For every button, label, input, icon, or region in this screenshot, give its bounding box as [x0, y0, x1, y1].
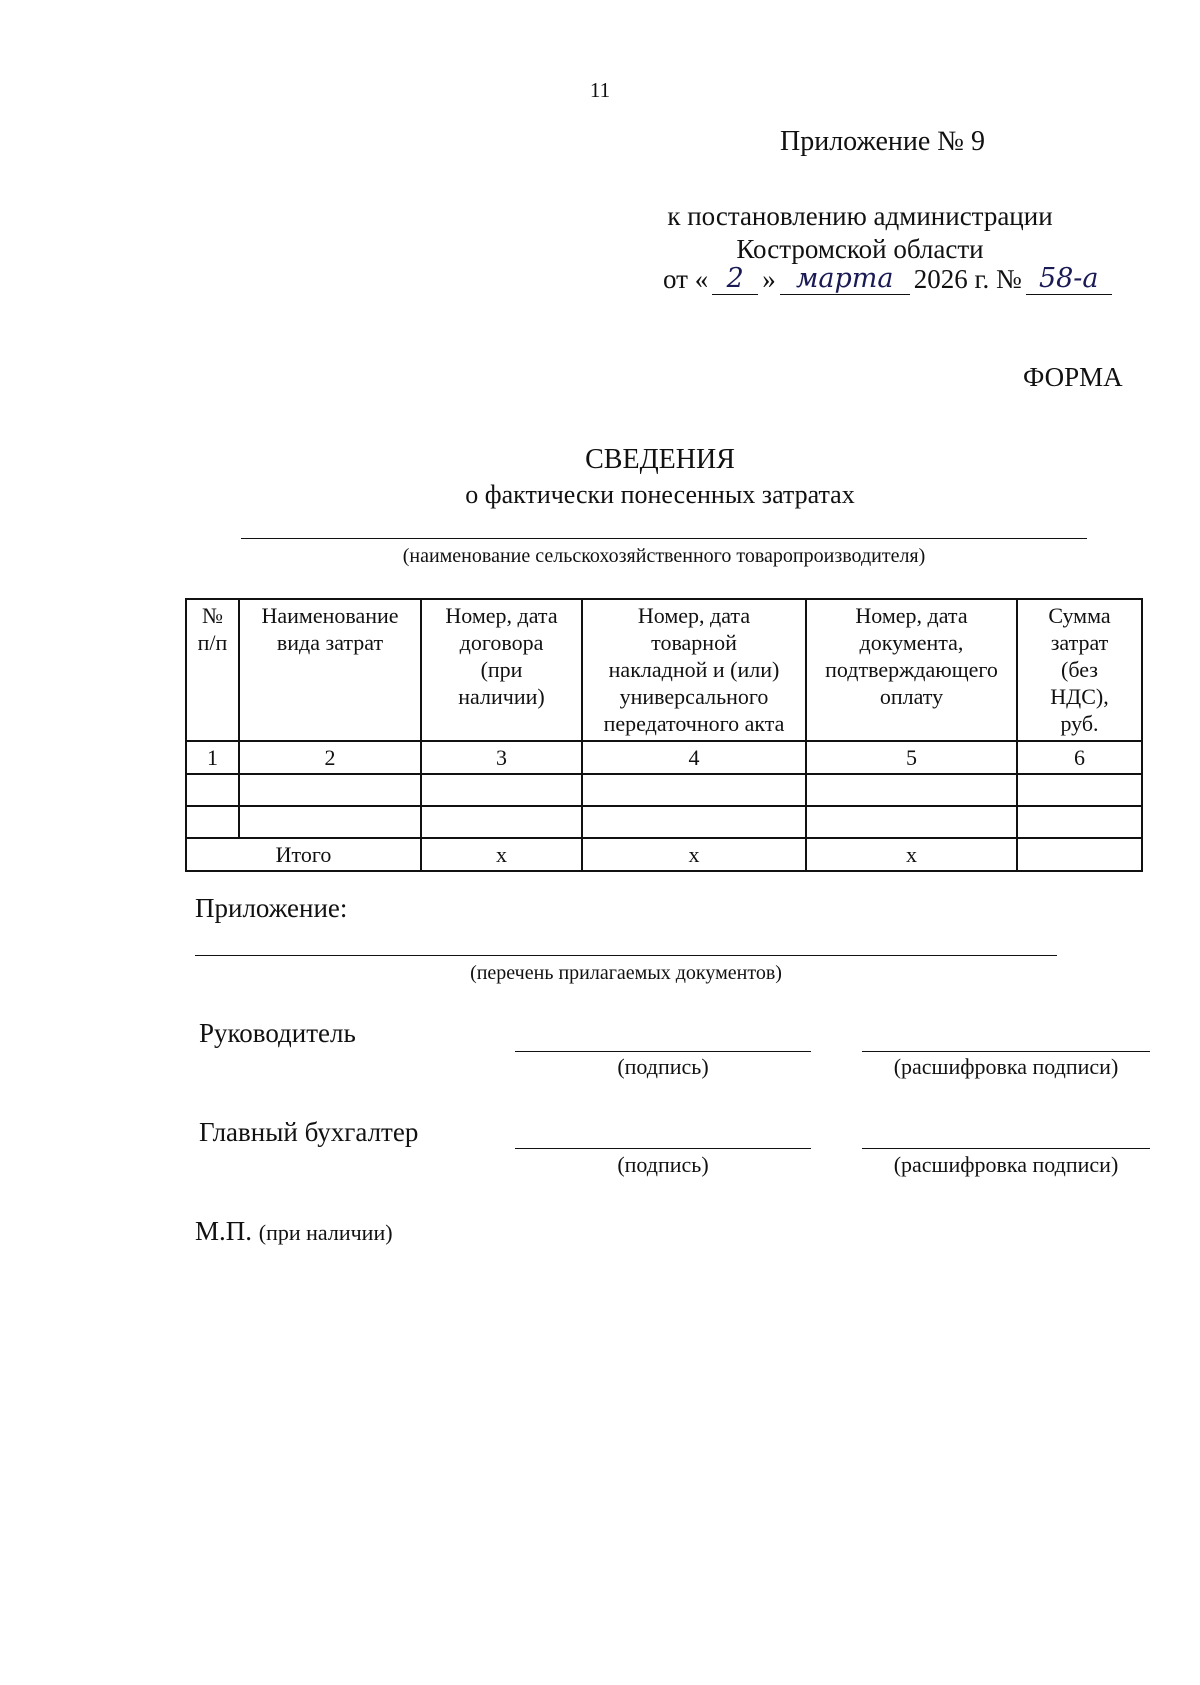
column-number: 5 [806, 741, 1017, 774]
table-cell[interactable] [582, 806, 806, 838]
table-cell[interactable] [186, 774, 239, 806]
column-number: 6 [1017, 741, 1142, 774]
header-cell-contract: Номер, дата договора (при наличии) [421, 599, 582, 741]
document-subtitle: о фактически понесенных затратах [465, 480, 855, 509]
total-mark: х [806, 838, 1017, 871]
stamp-label: М.П. [195, 1216, 253, 1246]
head-label: Руководитель [199, 1018, 356, 1048]
appendix-list-line [195, 955, 1057, 956]
decree-line-1: к постановлению администрации [667, 201, 1053, 231]
table-cell[interactable] [806, 774, 1017, 806]
accountant-signature-line[interactable] [515, 1148, 811, 1149]
table-cell[interactable] [421, 774, 582, 806]
table-row [186, 774, 1142, 806]
date-mid: » [762, 264, 776, 294]
stamp-place [195, 1216, 393, 1247]
table-cell[interactable] [806, 806, 1017, 838]
decree-number-handwritten: 58-а [1026, 264, 1112, 295]
header-cell-sum: Сумма затрат (без НДС), руб. [1017, 599, 1142, 741]
table-row [186, 806, 1142, 838]
header-cell-number: № п/п [186, 599, 239, 741]
producer-name-line [241, 538, 1087, 539]
date-month-handwritten: марта [780, 264, 910, 295]
decree-date-line [663, 264, 1112, 295]
total-sum-cell[interactable] [1017, 838, 1142, 871]
table-cell[interactable] [582, 774, 806, 806]
date-year: 2026 г. № [913, 264, 1022, 294]
document-title: СВЕДЕНИЯ [585, 444, 735, 475]
head-signature-caption: (подпись) [617, 1054, 709, 1079]
head-decode-line[interactable] [862, 1051, 1150, 1052]
appendix-label: Приложение: [195, 893, 348, 923]
column-number: 4 [582, 741, 806, 774]
producer-name-caption: (наименование сельскохозяйственного товаропроизводителя) [402, 545, 926, 567]
column-number: 2 [239, 741, 421, 774]
head-signature-line[interactable] [515, 1051, 811, 1052]
total-mark: х [421, 838, 582, 871]
accountant-decode-caption: (расшифровка подписи) [893, 1152, 1119, 1177]
header-cell-cost-type: Наименование вида затрат [239, 599, 421, 741]
total-mark: х [582, 838, 806, 871]
decree-line-2: Костромской области [736, 234, 984, 264]
table-cell[interactable] [239, 774, 421, 806]
date-day-handwritten: 2 [712, 264, 758, 295]
header-cell-invoice: Номер, дата товарной накладной и (или) универсального передаточного акта [582, 599, 806, 741]
column-number: 1 [186, 741, 239, 774]
table-header-row [186, 599, 1142, 741]
appendix-number: Приложение № 9 [780, 126, 985, 157]
total-row [186, 838, 1142, 871]
column-number: 3 [421, 741, 582, 774]
table-cell[interactable] [186, 806, 239, 838]
stamp-note: (при наличии) [258, 1220, 393, 1245]
appendix-list-caption: (перечень прилагаемых документов) [470, 962, 782, 984]
accountant-decode-line[interactable] [862, 1148, 1150, 1149]
accountant-label: Главный бухгалтер [199, 1117, 419, 1147]
costs-table [185, 598, 1143, 872]
table-cell[interactable] [421, 806, 582, 838]
date-prefix: от « [663, 264, 709, 294]
header-cell-payment-doc: Номер, дата документа, подтверждающего оплату [806, 599, 1017, 741]
decree-reference [600, 200, 1120, 266]
total-label: Итого [186, 838, 421, 871]
table-cell[interactable] [1017, 806, 1142, 838]
table-cell[interactable] [1017, 774, 1142, 806]
accountant-signature-caption: (подпись) [617, 1152, 709, 1177]
form-label: ФОРМА [1023, 362, 1123, 392]
head-decode-caption: (расшифровка подписи) [893, 1054, 1119, 1079]
column-number-row [186, 741, 1142, 774]
page-number: 11 [589, 78, 611, 102]
table-cell[interactable] [239, 806, 421, 838]
